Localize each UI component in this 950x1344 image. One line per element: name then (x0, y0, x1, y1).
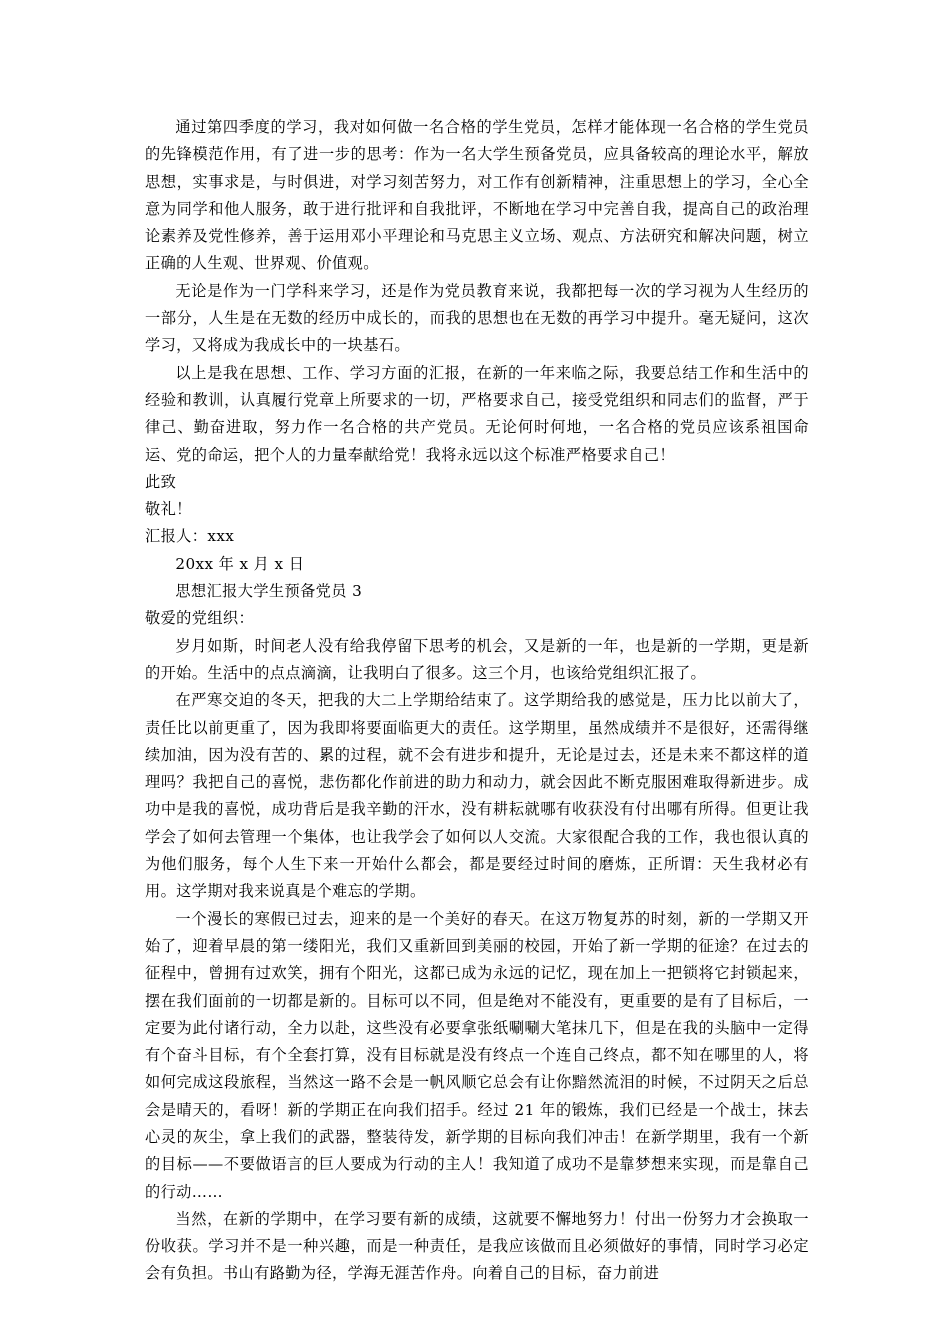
section-title: 思想汇报大学生预备党员 3 (175, 582, 363, 601)
paragraph-time-passing: 岁月如斯，时间老人没有给我停留下思考的机会，又是新的一年，也是新的一学期，更是新的开始。生活中的点点滴滴，让我明白了很多。这三个月，也该给党组织汇报了。 (145, 636, 809, 682)
paragraph-learning-experience: 无论是作为一门学科来学习，还是作为党员教育来说，我都把每一次的学习视为人生经历的一部分，人生是在无数的经历中成长的，而我的思想也在无数的再学习中提升。毫无疑问，这次学习，又将成为我成长中的一块基石。 (145, 281, 809, 355)
date-line: 20xx 年 x 月 x 日 (175, 554, 305, 573)
document-body (145, 114, 809, 1288)
reporter-line: 汇报人：xxx (145, 527, 235, 546)
paragraph-new-semester: 一个漫长的寒假已过去，迎来的是一个美好的春天。在这万物复苏的时刻，新的一学期又开始了，迎着早晨的第一缕阳光，我们又重新回到美丽的校园，开始了新一学期的征途？在过去的征程中，曾拥有过欢笑，拥有个阳光，这都已成为永远的记忆，现在加上一把锁将它封锁起来，摆在我们面前的一切都是新的。目标可以不同，但是绝对不能没有，更重要的是有了目标后，一定要为此付诸行动，全力以赴，这些没有必要拿张纸唰唰大笔抹几下，但是在我的头脑中一定得有个奋斗目标，有个全套打算，没有目标就是没有终点一个连自己终点，都不知在哪里的人，将如何完成这段旅程，当然这一路不会是一帆风顺它总会有让你黯然流泪的时候，不过阴天之后总会是晴天的，看呀！新的学期正在向我们招手。经过 21 年的锻炼，我们已经是一个战士，抹去心灵的灰尘，拿上我们的武器，整装待发，新学期的目标向我们冲击！在新学期里，我有一个新的目标——不要做语言的巨人要成为行动的主人！我知道了成功不是靠梦想来实现，而是靠自己的行动…… (145, 909, 809, 1201)
paragraph-study-reflection: 通过第四季度的学习，我对如何做一名合格的学生党员，怎样才能体现一名合格的学生党员的先锋模范作用，有了进一步的思考：作为一名大学生预备党员，应具备较高的理论水平，解放思想，实事求是，与时俱进，对学习刻苦努力，对工作有创新精神，注重思想上的学习，全心全意为同学和他人服务，敢于进行批评和自我批评，不断地在学习中完善自我，提高自己的政治理论素养及党性修养，善于运用邓小平理论和马克思主义立场、观点、方法研究和解决问题，树立正确的人生观、世界观、价值观。 (145, 118, 809, 273)
paragraph-semester-summary: 在严寒交迫的冬天，把我的大二上学期给结束了。这学期给我的感觉是，压力比以前大了，责任比以前更重了，因为我即将要面临更大的责任。这学期里，虽然成绩并不是很好，还需得继续加油，因为没有苦的、累的过程，就不会有进步和提升，无论是过去，还是未来不都这样的道理吗？我把自己的喜悦，悲伤都化作前进的助力和动力，就会因此不断克服困难取得新进步。成功中是我的喜悦，成功背后是我辛勤的汗水，没有耕耘就哪有收获没有付出哪有所得。但更让我学会了如何去管理一个集体，也让我学会了如何以人交流。大家很配合我的工作，我也很认真的为他们服务，每个人生下来一开始什么都会，都是要经过时间的磨炼，正所谓：天生我材必有用。这学期对我来说真是个难忘的学期。 (145, 691, 809, 901)
closing-line: 此致 (145, 472, 177, 491)
salutation-line: 敬爱的党组织： (145, 609, 255, 628)
salute-line: 敬礼！ (145, 500, 192, 519)
paragraph-study-effort: 当然，在新的学期中，在学习要有新的成绩，这就要不懈地努力！付出一份努力才会换取一份收获。学习并不是一种兴趣，而是一种责任，是我应该做而且必须做好的事情，同时学习必定会有负担。书山有路勤为径，学海无涯苦作舟。向着自己的目标，奋力前进 (145, 1209, 809, 1283)
paragraph-report-summary: 以上是我在思想、工作、学习方面的汇报，在新的一年来临之际，我要总结工作和生活中的经验和教训，认真履行党章上所要求的一切，严格要求自己，接受党组织和同志们的监督，严于律己、勤奋进取，努力作一名合格的共产党员。无论何时何地，一名合格的党员应该系祖国命运、党的命运，把个人的力量奉献给党！我将永远以这个标准严格要求自己！ (145, 363, 809, 464)
